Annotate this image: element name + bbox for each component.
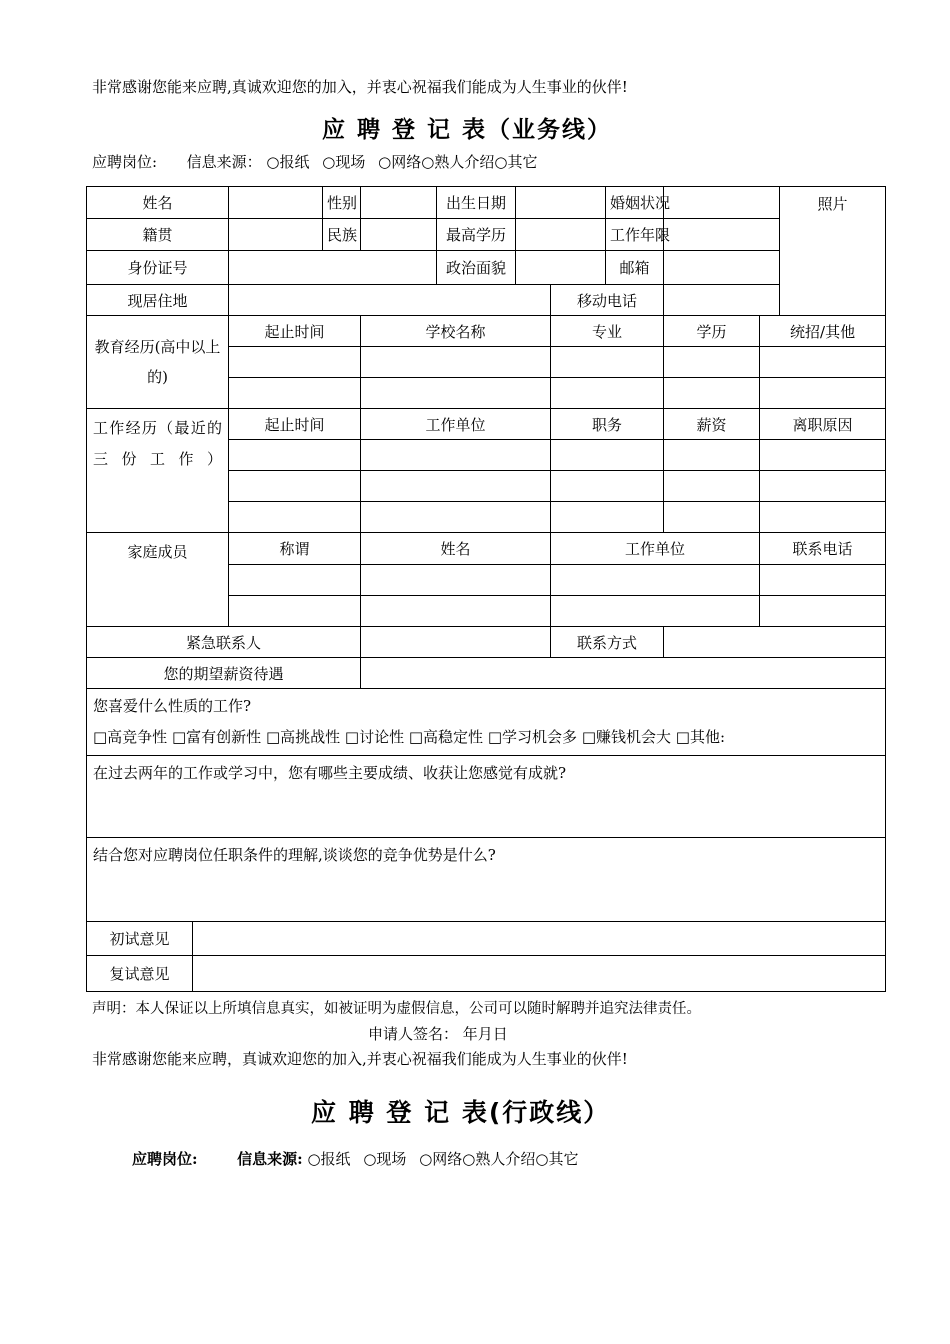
advantage-question: 结合您对应聘岗位任职条件的理解,谈谈您的竞争优势是什么? (93, 846, 496, 864)
family-header-phone: 联系电话 (760, 533, 886, 565)
field-emergency[interactable] (361, 627, 551, 658)
label-emergency: 紧急联系人 (87, 627, 361, 658)
option-referral-admin[interactable]: ○熟人介绍 (462, 1150, 536, 1168)
photo-box[interactable]: 照片 (780, 187, 886, 316)
field-native[interactable] (229, 219, 323, 251)
checkbox-stable[interactable]: □高稳定性 (408, 728, 484, 746)
edu-cell[interactable] (229, 378, 361, 409)
label-email: 邮箱 (606, 251, 664, 285)
edu-cell[interactable] (551, 347, 664, 378)
edu-header-school: 学校名称 (361, 316, 551, 347)
label-second-interview: 复试意见 (87, 956, 193, 992)
label-first-interview: 初试意见 (87, 922, 193, 956)
checkbox-learning[interactable]: □学习机会多 (487, 728, 578, 746)
family-cell[interactable] (361, 596, 551, 627)
edu-cell[interactable] (229, 347, 361, 378)
field-ethnic[interactable] (361, 219, 437, 251)
edu-cell[interactable] (361, 347, 551, 378)
work-cell[interactable] (664, 502, 760, 533)
source-label: 信息来源： (186, 153, 262, 171)
option-newspaper-admin[interactable]: ○报纸 (307, 1150, 351, 1168)
label-political: 政治面貌 (437, 251, 516, 285)
work-cell[interactable] (361, 471, 551, 502)
family-cell[interactable] (361, 565, 551, 596)
work-preference-cell (87, 689, 886, 756)
family-cell[interactable] (551, 596, 760, 627)
work-header-title: 职务 (551, 409, 664, 440)
label-gender: 性别 (323, 187, 361, 219)
position-label: 应聘岗位: (92, 153, 158, 171)
field-contact[interactable] (664, 627, 886, 658)
checkbox-other[interactable]: □其他: (675, 728, 726, 746)
work-cell[interactable] (664, 440, 760, 471)
checkbox-earning[interactable]: □赚钱机会大 (581, 728, 671, 746)
family-cell[interactable] (760, 565, 886, 596)
edu-header-period: 起止时间 (229, 316, 361, 347)
work-cell[interactable] (760, 471, 886, 502)
work-cell[interactable] (361, 502, 551, 533)
label-education: 最高学历 (437, 219, 516, 251)
edu-header-type: 统招/其他 (760, 316, 886, 347)
field-birth[interactable] (516, 187, 606, 219)
field-idcard[interactable] (229, 251, 437, 285)
label-expected-salary: 您的期望薪资待遇 (87, 658, 361, 689)
work-cell[interactable] (760, 502, 886, 533)
work-cell[interactable] (760, 440, 886, 471)
work-cell[interactable] (361, 440, 551, 471)
option-internet-admin[interactable]: ○网络 (419, 1150, 463, 1168)
label-mobile: 移动电话 (551, 285, 664, 316)
work-header-period: 起止时间 (229, 409, 361, 440)
option-internet[interactable]: ○网络 (378, 153, 422, 171)
family-header-name: 姓名 (361, 533, 551, 565)
label-birth: 出生日期 (437, 187, 516, 219)
field-name[interactable] (229, 187, 323, 219)
work-header-reason: 离职原因 (760, 409, 886, 440)
option-onsite[interactable]: ○现场 (322, 153, 366, 171)
family-section-label: 家庭成员 (87, 533, 229, 627)
source-label-admin: 信息来源: (237, 1150, 303, 1168)
work-cell[interactable] (551, 502, 664, 533)
label-years: 工作年限 (606, 219, 664, 251)
edu-cell[interactable] (361, 378, 551, 409)
label-idcard: 身份证号 (87, 251, 229, 285)
intro-text-bottom: 非常感谢您能来应聘，真诚欢迎您的加入,并衷心祝福我们能成为人生事业的伙伴! (92, 1050, 628, 1068)
field-education[interactable] (516, 219, 606, 251)
label-contact: 联系方式 (551, 627, 664, 658)
form-title-business: 应 聘 登 记 表（业务线） (322, 117, 613, 143)
edu-cell[interactable] (664, 378, 760, 409)
form-title-admin: 应 聘 登 记 表(行政线） (311, 1098, 611, 1127)
checkbox-competitive[interactable]: □高竞争性 (93, 728, 168, 746)
option-other[interactable]: ○其它 (494, 153, 538, 171)
edu-cell[interactable] (760, 378, 886, 409)
intro-text-top: 非常感谢您能来应聘,真诚欢迎您的加入，并衷心祝福我们能成为人生事业的伙伴! (92, 78, 628, 96)
option-onsite-admin[interactable]: ○现场 (363, 1150, 407, 1168)
edu-cell[interactable] (664, 347, 760, 378)
family-cell[interactable] (229, 596, 361, 627)
label-address: 现居住地 (87, 285, 229, 316)
edu-cell[interactable] (551, 378, 664, 409)
signature-line: 申请人签名： 年月日 (368, 1025, 508, 1043)
education-section-label: 教育经历(高中以上的) (87, 316, 229, 409)
work-preference-options (93, 722, 879, 753)
work-cell[interactable] (551, 440, 664, 471)
field-mobile[interactable] (664, 285, 780, 316)
advantage-question-cell[interactable] (87, 838, 886, 922)
work-preference-question: 您喜爱什么性质的工作? (93, 697, 252, 715)
work-section-label: 工作经历（最近的三份工作） (87, 409, 229, 533)
edu-header-major: 专业 (551, 316, 664, 347)
work-cell[interactable] (551, 471, 664, 502)
header-row-admin (132, 1148, 578, 1169)
edu-cell[interactable] (760, 347, 886, 378)
statement: 声明：本人保证以上所填信息真实，如被证明为虚假信息，公司可以随时解聘并追究法律责任。 (92, 1001, 701, 1017)
option-referral[interactable]: ○熟人介绍 (421, 153, 495, 171)
position-label-admin: 应聘岗位: (132, 1150, 198, 1168)
field-first-interview[interactable] (193, 922, 886, 956)
option-other-admin[interactable]: ○其它 (535, 1150, 579, 1168)
field-second-interview[interactable] (193, 956, 886, 992)
application-form-table (86, 186, 886, 992)
achievement-question-cell[interactable] (87, 756, 886, 838)
work-cell[interactable] (664, 471, 760, 502)
label-ethnic: 民族 (323, 219, 361, 251)
header-row-business (92, 151, 537, 172)
family-cell[interactable] (551, 565, 760, 596)
achievement-question: 在过去两年的工作或学习中，您有哪些主要成绩、收获让您感觉有成就? (93, 764, 567, 782)
field-email[interactable] (664, 251, 780, 285)
label-name: 姓名 (87, 187, 229, 219)
checkbox-discussion[interactable]: □讨论性 (344, 728, 405, 746)
family-header-relation: 称谓 (229, 533, 361, 565)
work-cell[interactable] (229, 471, 361, 502)
family-header-company: 工作单位 (551, 533, 760, 565)
option-newspaper[interactable]: ○报纸 (266, 153, 310, 171)
family-cell[interactable] (760, 596, 886, 627)
work-cell[interactable] (229, 440, 361, 471)
label-marital: 婚姻状况 (606, 187, 664, 219)
field-years[interactable] (664, 219, 780, 251)
family-cell[interactable] (229, 565, 361, 596)
field-marital[interactable] (664, 187, 780, 219)
work-cell[interactable] (229, 502, 361, 533)
edu-header-degree: 学历 (664, 316, 760, 347)
field-expected-salary[interactable] (361, 658, 886, 689)
checkbox-innovative[interactable]: □富有创新性 (171, 728, 262, 746)
work-header-salary: 薪资 (664, 409, 760, 440)
field-gender[interactable] (361, 187, 437, 219)
checkbox-challenging[interactable]: □高挑战性 (265, 728, 341, 746)
field-address[interactable] (229, 285, 551, 316)
field-political[interactable] (516, 251, 606, 285)
work-header-company: 工作单位 (361, 409, 551, 440)
label-native: 籍贯 (87, 219, 229, 251)
